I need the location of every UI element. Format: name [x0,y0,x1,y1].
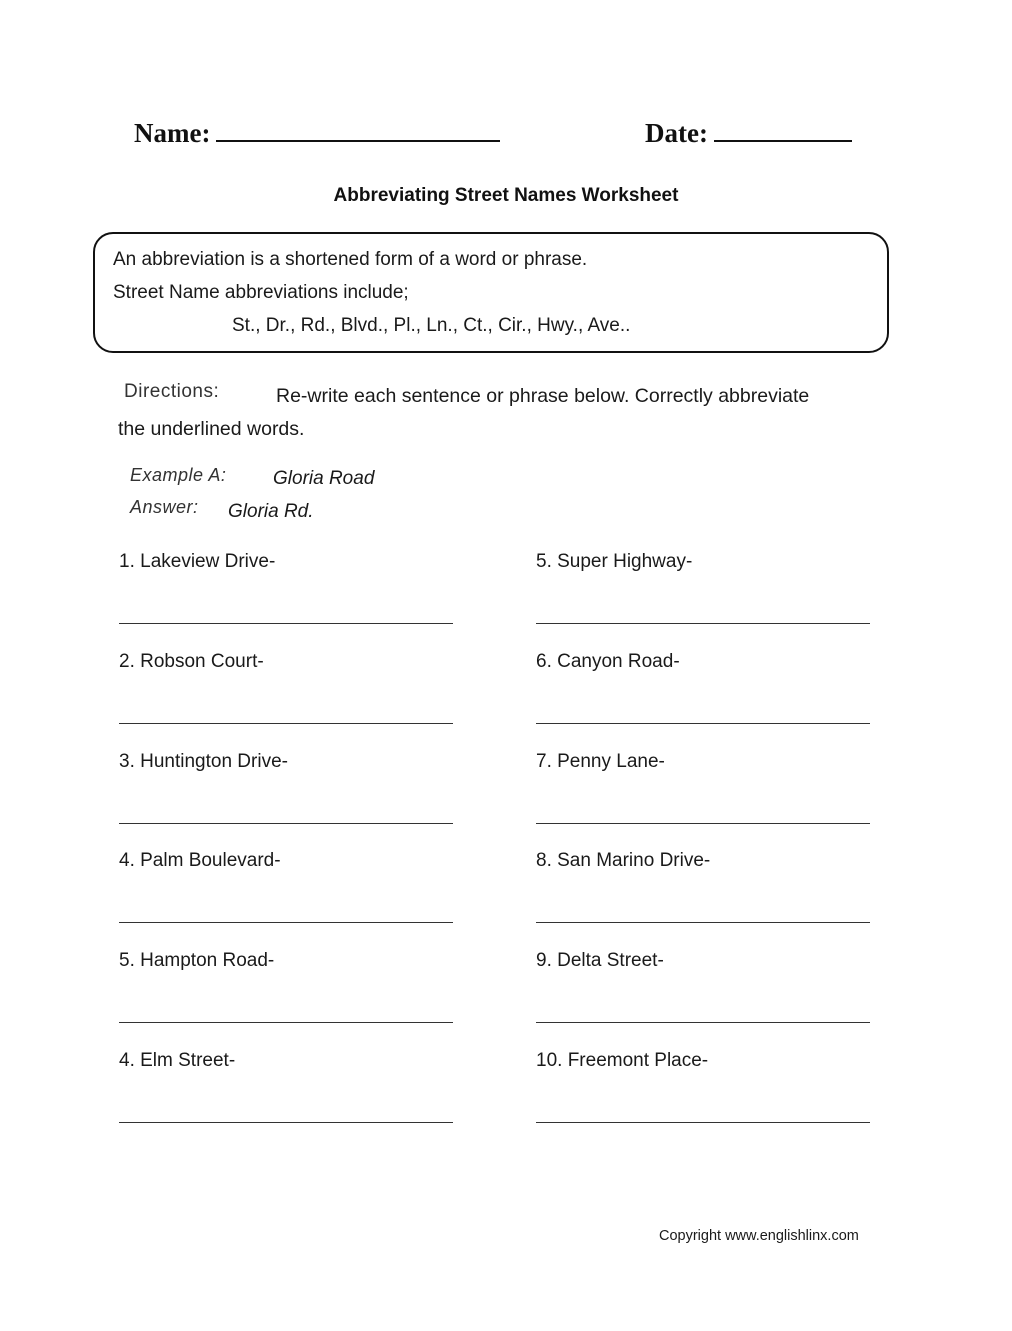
answer-value: Gloria Rd. [228,501,314,522]
name-field [134,118,500,149]
question-1: 1. Lakeview Drive- [119,551,276,572]
directions-text-line2: the underlined words. [118,418,305,440]
example-value: Gloria Road [273,468,375,489]
answer-line-10[interactable] [536,922,870,923]
question-6: 4. Elm Street- [119,1050,236,1071]
answer-line-4[interactable] [119,922,453,923]
example-label: Example A: [130,465,227,485]
question-2: 2. Robson Court- [119,651,264,672]
answer-line-7[interactable] [536,623,870,624]
directions-label: Directions: [124,381,220,402]
info-line-definition: An abbreviation is a shortened form of a word or phrase. [113,249,588,270]
name-blank-line[interactable] [216,120,500,142]
question-3: 3. Huntington Drive- [119,751,288,772]
question-11: 9. Delta Street- [536,950,664,971]
question-7: 5. Super Highway- [536,551,693,572]
question-12: 10. Freemont Place- [536,1050,709,1071]
date-label: Date: [645,118,708,148]
answer-label: Answer: [130,497,199,517]
answer-line-9[interactable] [536,823,870,824]
directions-text-line1: Re-write each sentence or phrase below. Correctly abbreviate [276,385,810,407]
copyright-notice: Copyright www.englishlinx.com [659,1228,859,1244]
question-10: 8. San Marino Drive- [536,850,711,871]
answer-line-1[interactable] [119,623,453,624]
date-field [645,118,852,149]
name-label: Name: [134,118,211,148]
answer-line-5[interactable] [119,1022,453,1023]
answer-line-3[interactable] [119,823,453,824]
info-line-abbreviations: St., Dr., Rd., Blvd., Pl., Ln., Ct., Cir., Hwy., Ave.. [232,315,631,336]
info-line-intro: Street Name abbreviations include; [113,282,409,303]
answer-line-2[interactable] [119,723,453,724]
question-5: 5. Hampton Road- [119,950,275,971]
answer-line-6[interactable] [119,1122,453,1123]
answer-line-8[interactable] [536,723,870,724]
answer-line-11[interactable] [536,1022,870,1023]
question-8: 6. Canyon Road- [536,651,680,672]
answer-line-12[interactable] [536,1122,870,1123]
date-blank-line[interactable] [714,120,852,142]
question-9: 7. Penny Lane- [536,751,665,772]
question-4: 4. Palm Boulevard- [119,850,281,871]
worksheet-title: Abbreviating Street Names Worksheet [333,185,679,206]
